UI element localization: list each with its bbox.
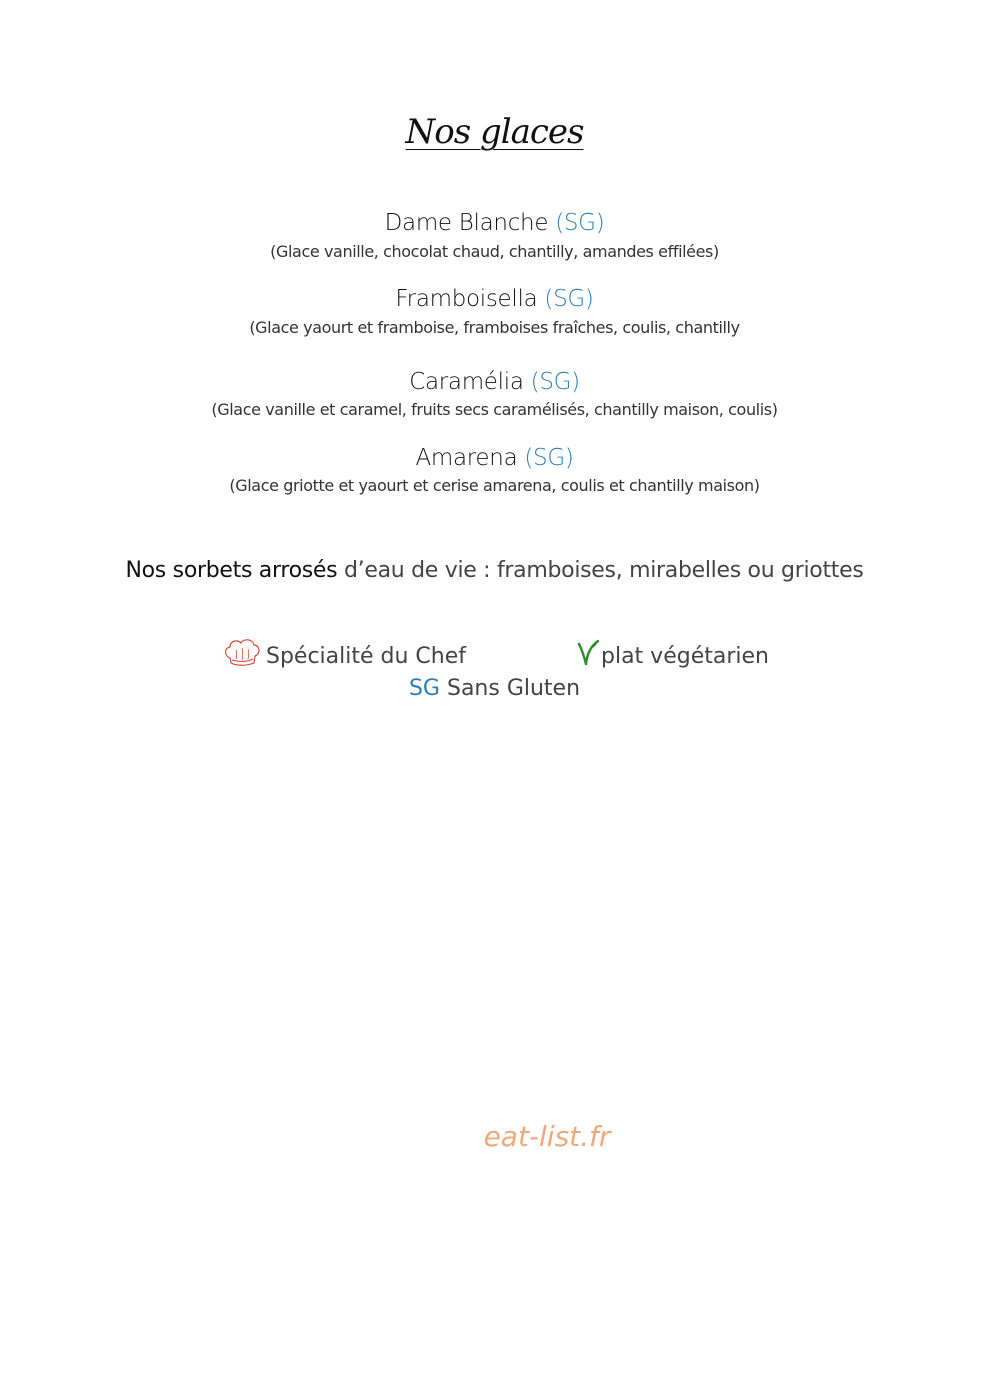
menu-item-description: (Glace yaourt et framboise, framboises fraîches, coulis, chantilly xyxy=(249,318,740,337)
sans-gluten-tag: (SG) xyxy=(555,210,605,236)
chef-hat-icon xyxy=(222,636,262,676)
legend-vegetarian xyxy=(576,638,769,674)
menu-item-description: (Glace vanille et caramel, fruits secs caramélisés, chantilly maison, coulis) xyxy=(211,400,778,419)
legend-chef-label: Spécialité du Chef xyxy=(266,643,467,669)
menu-item-name xyxy=(0,445,989,471)
menu-item-description: (Glace vanille, chocolat chaud, chantilly, amandes effilées) xyxy=(270,242,719,261)
sorbets-heading: Nos sorbets arrosés xyxy=(125,558,338,583)
sorbets-detail: d’eau de vie : framboises, mirabelles ou griottes xyxy=(337,558,864,583)
menu-item-name xyxy=(0,210,989,236)
menu-item-name xyxy=(0,286,989,312)
menu-item-name xyxy=(0,369,989,395)
watermark: eat-list.fr xyxy=(483,1120,611,1153)
item-name-text: Amarena xyxy=(415,445,518,471)
legend-veg-label: plat végétarien xyxy=(601,643,769,669)
item-name-text: Dame Blanche xyxy=(384,210,549,236)
legend-chef xyxy=(222,638,466,674)
legend-sg-label: Sans Gluten xyxy=(439,676,581,701)
sans-gluten-tag: (SG) xyxy=(524,445,574,471)
menu-item-description: (Glace griotte et yaourt et cerise amarena, coulis et chantilly maison) xyxy=(229,476,760,495)
sans-gluten-tag: (SG) xyxy=(544,286,594,312)
legend-sg-code: SG xyxy=(408,676,440,701)
page-title-text: Nos glaces xyxy=(405,112,584,152)
sorbets-line xyxy=(0,558,989,583)
leaf-icon xyxy=(576,638,600,674)
legend-sans-gluten xyxy=(0,676,989,701)
item-name-text: Framboisella xyxy=(395,286,538,312)
page-title xyxy=(0,112,989,152)
sans-gluten-tag: (SG) xyxy=(530,369,580,395)
item-name-text: Caramélia xyxy=(409,369,524,395)
